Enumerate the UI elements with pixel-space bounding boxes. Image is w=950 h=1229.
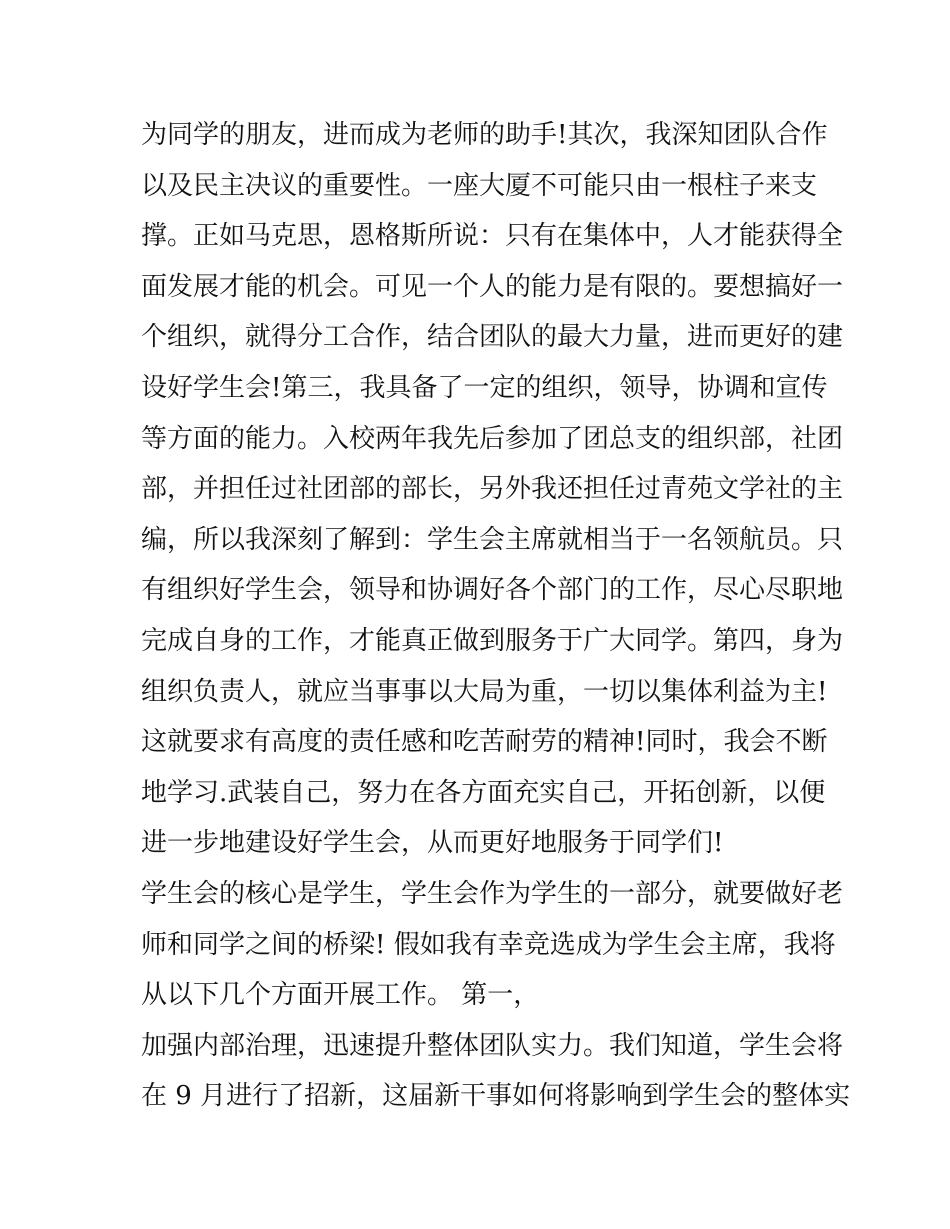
text-line: 个组织，就得分工合作，结合团队的最大力量，进而更好的建 [141, 322, 844, 353]
text-line: 以及民主决议的重要性。一座大厦不可能只由一根柱子来支 [141, 170, 818, 201]
text-line: 部，并担任过社团部的部长，另外我还担任过青苑文学社的主 [141, 474, 844, 505]
body-text [141, 110, 851, 1122]
text-line: 从以下几个方面开展工作。 第一， [141, 980, 540, 1011]
text-line: 组织负责人，就应当事事以大局为重，一切以集体利益为主! [141, 676, 828, 707]
text-line: 进一步地建设好学生会，从而更好地服务于同学们! [141, 828, 724, 859]
text-line: 有组织好学生会，领导和协调好各个部门的工作，尽心尽职地 [141, 575, 844, 606]
text-line: 师和同学之间的桥梁! 假如我有幸竞选成为学生会主席，我将 [141, 929, 836, 960]
text-line: 加强内部治理，迅速提升整体团队实力。我们知道，学生会将 [141, 1030, 844, 1061]
text-line: 为同学的朋友，进而成为老师的助手!其次，我深知团队合作 [141, 120, 828, 150]
text-line: 撑。正如马克思，恩格斯所说：只有在集体中，人才能获得全 [141, 221, 844, 252]
text-line: 在 9 月进行了招新，这届新干事如何将影响到学生会的整体实 [141, 1081, 851, 1112]
text-line: 面发展才能的机会。可见一个人的能力是有限的。要想搞好一 [141, 271, 844, 302]
text-line: 完成自身的工作，才能真正做到服务于广大同学。第四，身为 [141, 625, 844, 656]
text-line: 学生会的核心是学生，学生会作为学生的一部分，就要做好老 [141, 878, 844, 909]
text-line: 设好学生会!第三，我具备了一定的组织，领导，协调和宣传 [141, 372, 828, 403]
text-line: 编，所以我深刻了解到：学生会主席就相当于一名领航员。只 [141, 524, 844, 555]
text-line: 地学习.武装自己，努力在各方面充实自己，开拓创新，以便 [141, 777, 826, 808]
text-line: 等方面的能力。入校两年我先后参加了团总支的组织部，社团 [141, 423, 844, 454]
text-line: 这就要求有高度的责任感和吃苦耐劳的精神!同时，我会不断 [141, 727, 828, 758]
